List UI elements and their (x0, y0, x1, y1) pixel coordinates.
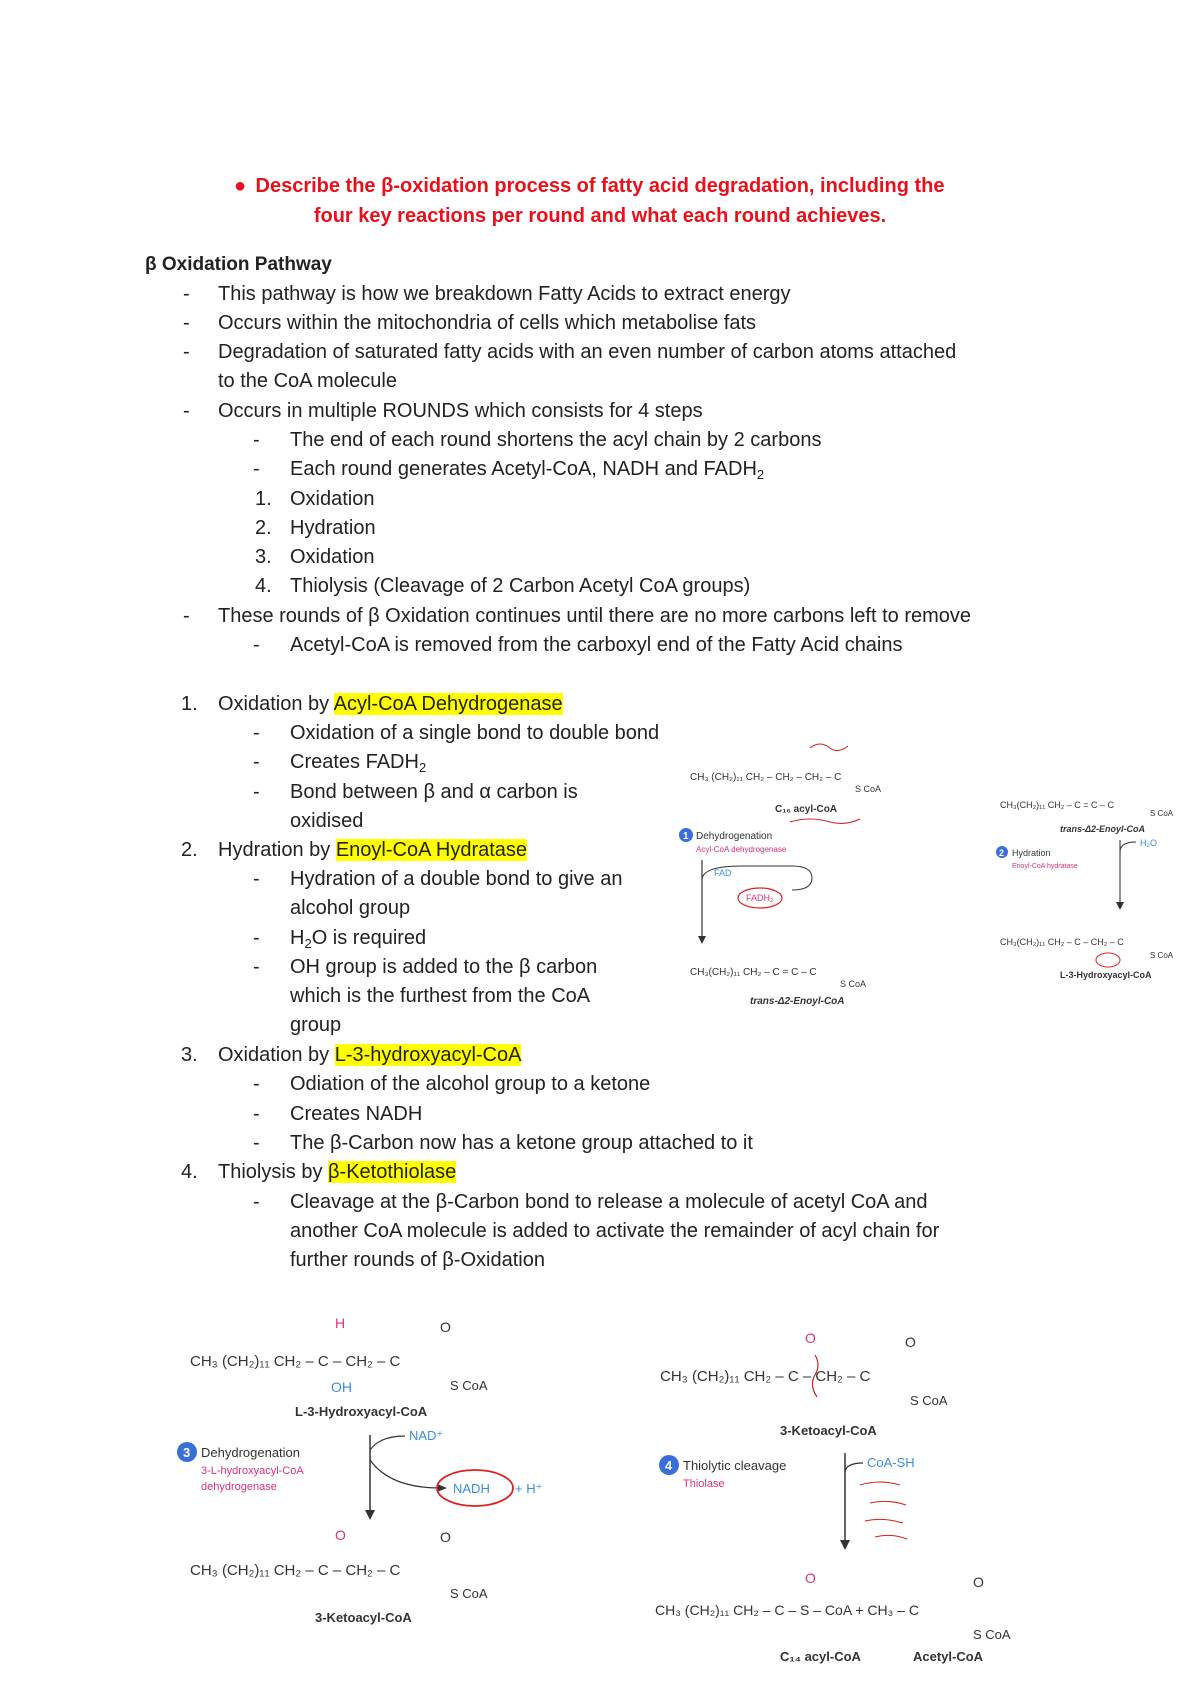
svg-text:1: 1 (683, 831, 689, 842)
fig3-top-formula: CH₃ (CH₂)₁₁ CH₂ – C – CH₂ – C (190, 1353, 401, 1370)
step-num-4: 4. (255, 575, 272, 597)
r2-point-3c: group (290, 1014, 342, 1036)
svg-text:S CoA: S CoA (450, 1586, 488, 1601)
fig2-top-formula: CH₃(CH₂)₁₁ CH₂ – C = C – C (1000, 800, 1114, 810)
reaction-4-title: Thiolysis by β-Ketothiolase (218, 1161, 457, 1183)
fig4-bottom-name-1: C₁₄ acyl-CoA (780, 1649, 861, 1664)
step-1: Oxidation (290, 488, 375, 510)
fig2-top-name: trans-Δ2-Enoyl-CoA (1060, 824, 1146, 834)
enzyme-highlight: Enoyl-CoA Hydratase (335, 839, 528, 861)
dash-bullet: - (253, 722, 260, 744)
fig4-step-name: Thiolytic cleavage (683, 1458, 787, 1473)
fig3-enzyme-line2: dehydrogenase (201, 1481, 277, 1493)
arrowhead (840, 1540, 850, 1550)
enzyme-highlight: Acyl-CoA Dehydrogenase (333, 693, 563, 715)
overview-b1: This pathway is how we breakdown Fatty Acids to extract energy (218, 283, 791, 305)
svg-text:S CoA: S CoA (840, 979, 867, 989)
fig1-top-formula: CH₃ (CH₂)₁₁ CH₂ – CH₂ – CH₂ – C (690, 772, 842, 783)
svg-text:S CoA: S CoA (1150, 951, 1174, 960)
svg-text:O: O (805, 1330, 816, 1346)
arrowhead (698, 936, 706, 944)
handwritten-annotation (790, 819, 860, 823)
step-3: Oxidation (290, 546, 375, 568)
svg-text:O: O (440, 1529, 451, 1545)
fig2-step-name: Hydration (1012, 848, 1051, 858)
step-num-1: 1. (255, 488, 272, 510)
enzyme-highlight: β-Ketothiolase (328, 1161, 457, 1183)
svg-text:O: O (335, 1527, 346, 1543)
figure-dehydrogenation-acyl-coa (683, 740, 910, 1010)
dash-bullet: - (253, 634, 260, 656)
figure-dehydrogenation-hydroxyacyl-coa (185, 1310, 605, 1630)
fig1-in: FAD (714, 868, 732, 878)
reaction-num-2: 2. (181, 839, 198, 861)
dash-bullet: - (183, 283, 190, 305)
dash-bullet: - (183, 605, 190, 627)
overview-b4: Occurs in multiple ROUNDS which consists for 4 steps (218, 400, 703, 422)
fig3-bottom-formula: CH₃ (CH₂)₁₁ CH₂ – C – CH₂ – C (190, 1562, 401, 1579)
dash-bullet: - (253, 956, 260, 978)
svg-text:3: 3 (183, 1445, 191, 1460)
step-2: Hydration (290, 517, 376, 539)
dash-bullet: - (183, 341, 190, 363)
fig1-bottom-formula: CH₃(CH₂)₁₁ CH₂ – C = C – C (690, 967, 817, 978)
fig4-bottom-formula: CH₃ (CH₂)₁₁ CH₂ – C – S – CoA + CH₃ – C (655, 1602, 919, 1618)
svg-text:O: O (440, 1319, 451, 1335)
figure-thiolytic-cleavage (655, 1325, 1035, 1665)
svg-text:S CoA: S CoA (910, 1393, 948, 1408)
reaction-3-title: Oxidation by L-3-hydroxyacyl-CoA (218, 1044, 522, 1066)
fig1-enzyme: Acyl-CoA dehydrogenase (696, 845, 787, 854)
bullet-dot: ● (234, 175, 247, 197)
arrowhead (1116, 902, 1124, 910)
enzyme-highlight: L-3-hydroxyacyl-CoA (334, 1044, 522, 1066)
fig3-top-name: L-3-Hydroxyacyl-CoA (295, 1404, 428, 1419)
fig4-bottom-name-2: Acetyl-CoA (913, 1649, 984, 1664)
objective-line-1: Describe the β-oxidation process of fatty acid degradation, including the (255, 175, 945, 197)
fig2-in: H₂O (1140, 838, 1157, 848)
reaction-num-1: 1. (181, 693, 198, 715)
r1-point-1: Oxidation of a single bond to double bond (290, 722, 660, 744)
svg-text:S CoA: S CoA (450, 1378, 488, 1393)
overview-b5: These rounds of β Oxidation continues until there are no more carbons left to remove (218, 605, 972, 627)
dash-bullet: - (253, 1073, 260, 1095)
step-num-3: 3. (255, 546, 272, 568)
svg-text:O: O (973, 1574, 984, 1590)
fig1-step-name: Dehydrogenation (696, 831, 773, 842)
dash-bullet: - (253, 927, 260, 949)
fig4-in: CoA-SH (867, 1455, 915, 1470)
svg-text:S CoA: S CoA (973, 1627, 1011, 1642)
reaction-1-title: Oxidation by Acyl-CoA Dehydrogenase (218, 693, 563, 715)
r3-point-2: Creates NADH (290, 1103, 423, 1125)
svg-text:S CoA: S CoA (1150, 809, 1174, 818)
fig2-enzyme: Enoyl-CoA hydratase (1012, 863, 1078, 870)
overview-b3a: Degradation of saturated fatty acids with an even number of carbon atoms attached (218, 341, 957, 363)
reaction-num-3: 3. (181, 1044, 198, 1066)
step-4: Thiolysis (Cleavage of 2 Carbon Acetyl CoA groups) (290, 575, 751, 597)
dash-bullet: - (253, 429, 260, 451)
r2-point-3a: OH group is added to the β carbon (290, 956, 598, 978)
r1-point-2: Creates $FADH_2$ (290, 751, 427, 775)
dash-bullet: - (253, 751, 260, 773)
overview-b2: Occurs within the mitochondria of cells which metabolise fats (218, 312, 757, 334)
fig3-enzyme-line1: 3-L-hydroxyacyl-CoA (201, 1465, 304, 1477)
r2-point-1a: Hydration of a double bond to give an (290, 868, 623, 890)
r1-point-3b: oxidised (290, 810, 364, 832)
r1-point-3a: Bond between β and α carbon is (290, 781, 578, 803)
dash-bullet: - (183, 312, 190, 334)
fig2-bottom-formula: CH₃(CH₂)₁₁ CH₂ – C – CH₂ – C (1000, 937, 1124, 947)
fig4-top-name: 3-Ketoacyl-CoA (780, 1423, 877, 1438)
fig3-out: NADH (453, 1481, 490, 1496)
svg-text:4: 4 (665, 1458, 673, 1473)
fig1-top-name: C₁₆ acyl-CoA (775, 804, 838, 815)
overview-b4-sub2: Each round generates Acetyl-CoA, NADH and $FADH_2$ (290, 458, 765, 482)
dash-bullet: - (253, 781, 260, 803)
r2-point-3b: which is the furthest from the CoA (290, 985, 591, 1007)
svg-text:O: O (905, 1334, 916, 1350)
fig3-in: NAD⁺ (409, 1428, 444, 1443)
fig1-scoa: S CoA (855, 784, 882, 794)
dash-bullet: - (253, 1132, 260, 1154)
svg-text:O: O (805, 1570, 816, 1586)
fig1-bottom-name: trans-Δ2-Enoyl-CoA (750, 996, 845, 1007)
step-num-2: 2. (255, 517, 272, 539)
fig2-bottom-name: L-3-Hydroxyacyl-CoA (1060, 970, 1152, 980)
overview-b3b: to the CoA molecule (218, 370, 397, 392)
arrowhead (365, 1510, 375, 1520)
dash-bullet: - (183, 400, 190, 422)
fig1-out: FADH₂ (746, 893, 774, 903)
learning-objective (150, 171, 1050, 231)
svg-text:2: 2 (999, 848, 1005, 858)
handwritten-annotation (860, 1482, 907, 1539)
fig3-oh: OH (331, 1379, 352, 1395)
reaction-2-title: Hydration by Enoyl-CoA Hydratase (218, 839, 528, 861)
fig3-step-name: Dehydrogenation (201, 1445, 301, 1460)
objective-line-2: four key reactions per round and what each round achieves. (313, 205, 887, 227)
r2-point-1b: alcohol group (290, 897, 411, 919)
fig4-enzyme: Thiolase (683, 1478, 725, 1490)
overview-b5-sub1: Acetyl-CoA is removed from the carboxyl end of the Fatty Acid chains (290, 634, 903, 656)
figure-hydration-enoyl-coa (1000, 770, 1195, 1000)
dash-bullet: - (253, 1103, 260, 1125)
overview-b4-sub1: The end of each round shortens the acyl chain by 2 carbons (290, 429, 822, 451)
r4-point-1a: Cleavage at the β-Carbon bond to release a molecule of acetyl CoA and (290, 1191, 928, 1213)
r2-point-2: $H_2O$ is required (290, 927, 427, 951)
dash-bullet: - (253, 868, 260, 890)
r3-point-3: The β-Carbon now has a ketone group attached to it (290, 1132, 753, 1154)
handwritten-annotation (810, 744, 848, 751)
dash-bullet: - (253, 458, 260, 480)
r4-point-1b: another CoA molecule is added to activate the remainder of acyl chain for (290, 1220, 940, 1242)
dash-bullet: - (253, 1191, 260, 1213)
fig3-out2: + H⁺ (515, 1481, 543, 1496)
fig3-h: H (335, 1315, 346, 1331)
section-title: β Oxidation Pathway (145, 254, 332, 275)
reaction-num-4: 4. (181, 1161, 198, 1183)
fig4-top-formula: CH₃ (CH₂)₁₁ CH₂ – C – CH₂ – C (660, 1368, 871, 1385)
r4-point-1c: further rounds of β-Oxidation (290, 1249, 545, 1271)
r3-point-1: Odiation of the alcohol group to a ketone (290, 1073, 651, 1095)
fig3-bottom-name: 3-Ketoacyl-CoA (315, 1610, 412, 1625)
